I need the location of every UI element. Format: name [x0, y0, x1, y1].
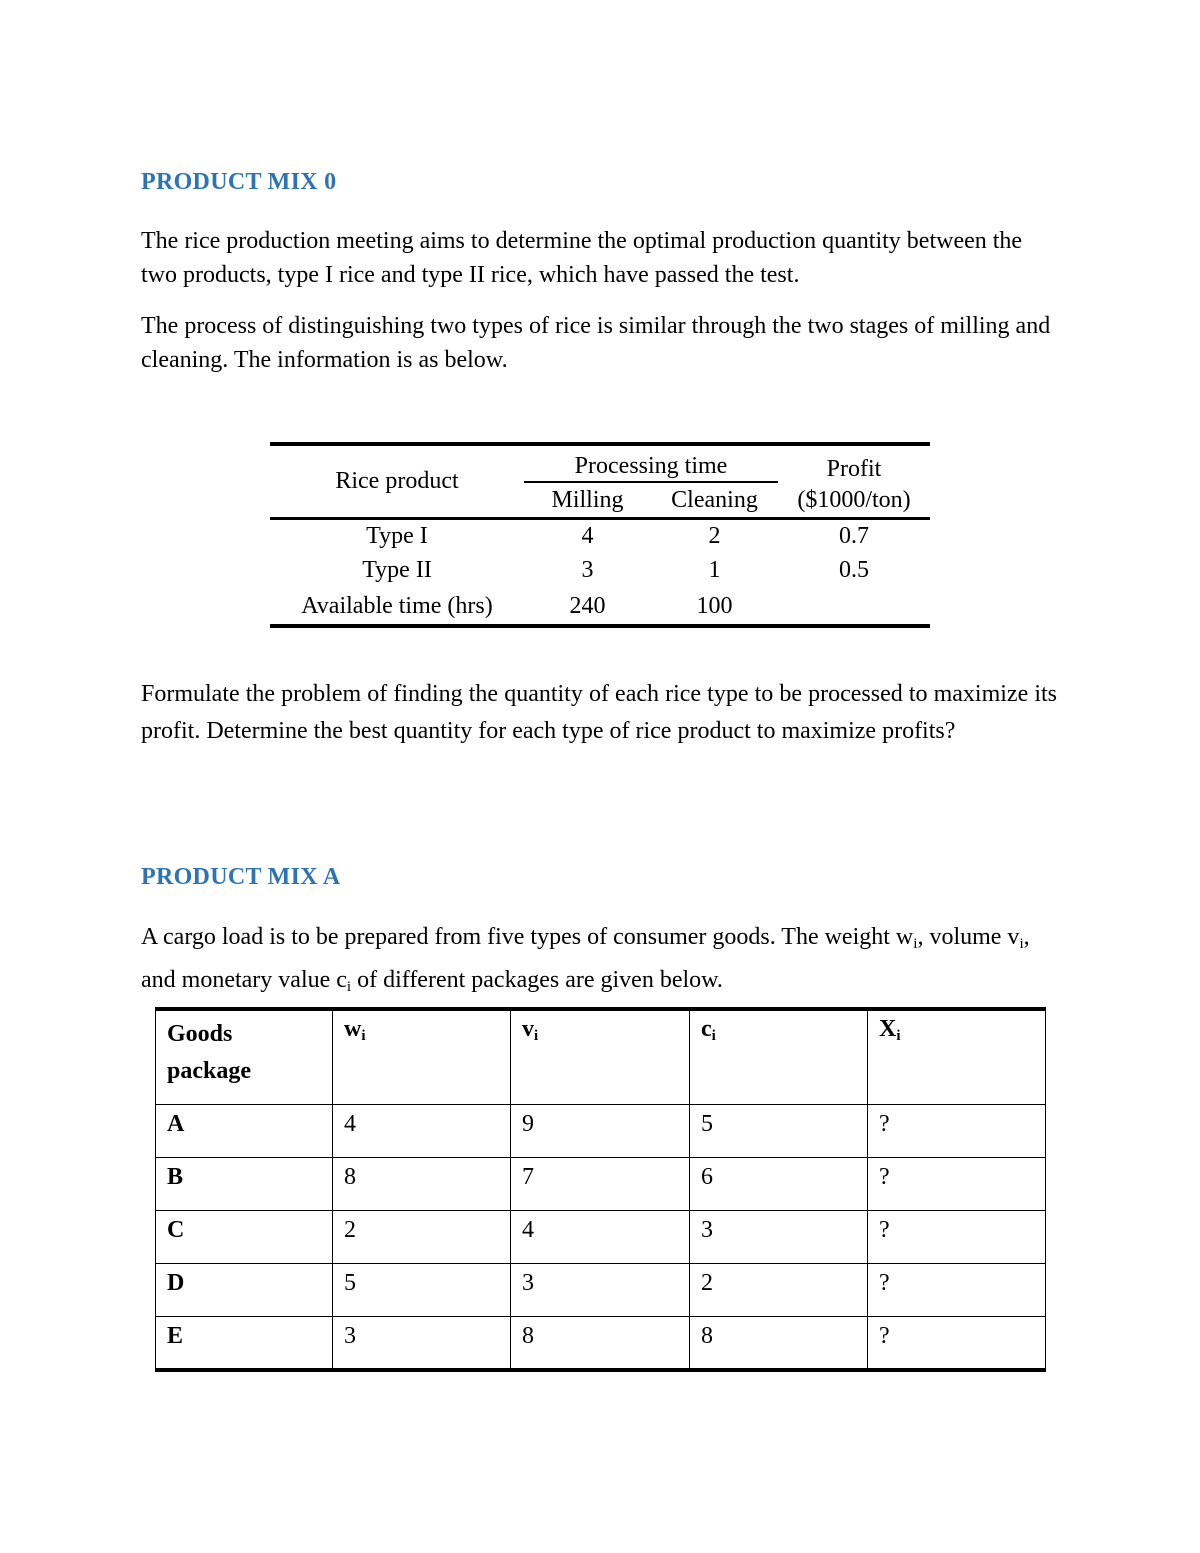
cell-x: ? — [868, 1211, 1046, 1264]
table-row — [156, 1105, 1046, 1158]
intro-paragraph: The rice production meeting aims to determine the optimal production quantity between the two products, type I rice and type II rice, which have passed the test. — [141, 228, 1023, 288]
cell-package: E — [156, 1317, 333, 1370]
header-goods-package: Goods package — [156, 1009, 333, 1105]
cell-milling: 240 — [524, 588, 651, 626]
header-v: $v_i$ — [511, 1009, 690, 1105]
cell-w: 2 — [333, 1211, 511, 1264]
cell-w: 5 — [333, 1264, 511, 1317]
cargo-intro-paragraph: A cargo load is to be prepared from five types of consumer goods. The weight $w_i$, volume $v_i$, and monetary value $c_i$ of different packages are given below. — [141, 924, 1030, 995]
cell-w: 4 — [333, 1105, 511, 1158]
cell-w: 8 — [333, 1158, 511, 1211]
cell-milling: 4 — [581, 522, 594, 549]
cell-v: 9 — [511, 1105, 690, 1158]
cell-product: Type II — [362, 557, 432, 583]
process-paragraph: The process of distinguishing two types of rice is similar through the two stages of milling and cleaning. The information is as below. — [141, 313, 1051, 373]
rice-processing-table — [270, 442, 930, 628]
table-row — [156, 1264, 1046, 1317]
header-cleaning: Cleaning — [651, 484, 778, 518]
cell-cleaning: 100 — [651, 588, 778, 626]
table-row — [156, 1211, 1046, 1264]
goods-package-table — [155, 1007, 1046, 1372]
cell-package: D — [156, 1264, 333, 1317]
cell-package: B — [156, 1158, 333, 1211]
cell-x: ? — [868, 1264, 1046, 1317]
table-row — [156, 1158, 1046, 1211]
section-heading-product-mix-a: PRODUCT MIX A — [141, 864, 341, 890]
cell-product: Type I — [366, 522, 428, 549]
cell-v: 3 — [511, 1264, 690, 1317]
header-milling: Milling — [524, 484, 651, 518]
cell-x: ? — [868, 1158, 1046, 1211]
header-profit-unit: ($1000/ton) — [778, 484, 930, 518]
table-row — [270, 553, 930, 588]
cell-c: 8 — [690, 1317, 868, 1370]
header-c: $c_i$ — [690, 1009, 868, 1105]
cell-cleaning: 1 — [708, 557, 721, 583]
cell-package: C — [156, 1211, 333, 1264]
cell-c: 6 — [690, 1158, 868, 1211]
header-processing-time — [524, 444, 778, 484]
cell-c: 2 — [690, 1264, 868, 1317]
cell-product: Available time (hrs) — [270, 588, 524, 626]
table-row — [156, 1317, 1046, 1370]
section-heading-product-mix-0: PRODUCT MIX 0 — [141, 169, 337, 195]
question-paragraph: Formulate the problem of finding the quantity of each rice type to be processed to maximize its profit. Determine the best quantity for each type of rice product to maximize profits? — [141, 681, 1057, 744]
cell-package: A — [156, 1105, 333, 1158]
cell-x: ? — [868, 1105, 1046, 1158]
header-x: $X_i$ — [868, 1009, 1046, 1105]
cell-profit: 0.7 — [839, 522, 869, 549]
header-rice-product: Rice product — [270, 444, 524, 518]
header-w: $w_i$ — [333, 1009, 511, 1105]
cell-profit: 0.5 — [839, 557, 869, 583]
cell-profit — [778, 588, 930, 626]
cell-c: 3 — [690, 1211, 868, 1264]
table-row — [270, 588, 930, 626]
cell-x: ? — [868, 1317, 1046, 1370]
cell-w: 3 — [333, 1317, 511, 1370]
cell-v: 4 — [511, 1211, 690, 1264]
header-profit: Profit — [778, 444, 930, 484]
cell-v: 8 — [511, 1317, 690, 1370]
cell-v: 7 — [511, 1158, 690, 1211]
cell-c: 5 — [690, 1105, 868, 1158]
cell-cleaning: 2 — [708, 522, 721, 549]
processing-time-label: Processing time — [524, 451, 778, 483]
table-row — [270, 518, 930, 553]
cell-milling: 3 — [581, 557, 594, 583]
